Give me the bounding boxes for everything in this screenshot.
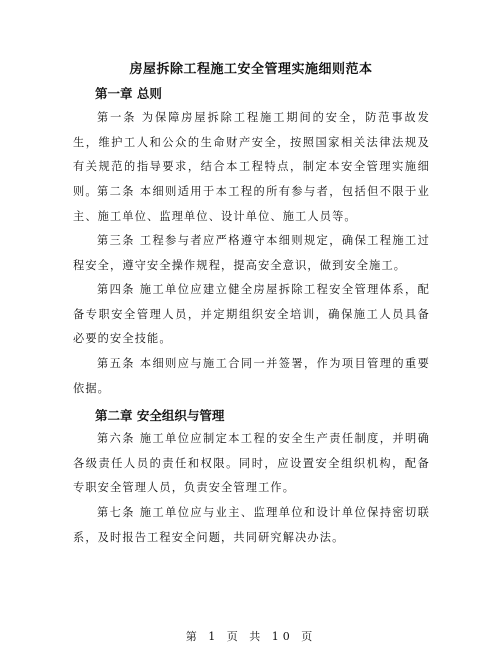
article-5-paragraph: 第五条 本细则应与施工合同一并签署，作为项目管理的重要依据。 (73, 357, 430, 395)
document-title: 房屋拆除工程施工安全管理实施细则范本 (129, 62, 373, 77)
article-2-paragraph: 第二条 本细则适用于本工程的所有参与者，包括但不限于业主、施工单位、监理单位、设计单位、施工人员等。 (73, 185, 430, 223)
article-6-paragraph: 第六条 施工单位应制定本工程的安全生产责任制度，并明确各级责任人员的责任和权限。同时，应设置安全组织机构，配备专职安全管理人员，负责安全管理工作。 (73, 432, 430, 494)
chapter-1-heading: 第一章 总则 (95, 86, 162, 101)
article-1-paragraph: 第一条 为保障房屋拆除工程施工期间的安全，防范事故发生，维护工人和公众的生命财产安全，按照国家相关法律法规及有关规范的指导要求，结合本工程特点，制定本安全管理实施细则。 (73, 111, 430, 198)
chapter-2-heading: 第二章 安全组织与管理 (95, 408, 225, 423)
article-3-paragraph: 第三条 工程参与者应严格遵守本细则规定，确保工程施工过程安全，遵守安全操作规程，提高安全意识，做到安全施工。 (73, 234, 430, 272)
page-number-footer: 第 1 页 共 10 页 (185, 630, 317, 643)
article-7-paragraph: 第七条 施工单位应与业主、监理单位和设计单位保持密切联系，及时报告工程安全问题，共同研究解决办法。 (73, 506, 430, 544)
article-4-paragraph: 第四条 施工单位应建立健全房屋拆除工程安全管理体系，配备专职安全管理人员，并定期组织安全培训，确保施工人员具备必要的安全技能。 (73, 283, 430, 345)
